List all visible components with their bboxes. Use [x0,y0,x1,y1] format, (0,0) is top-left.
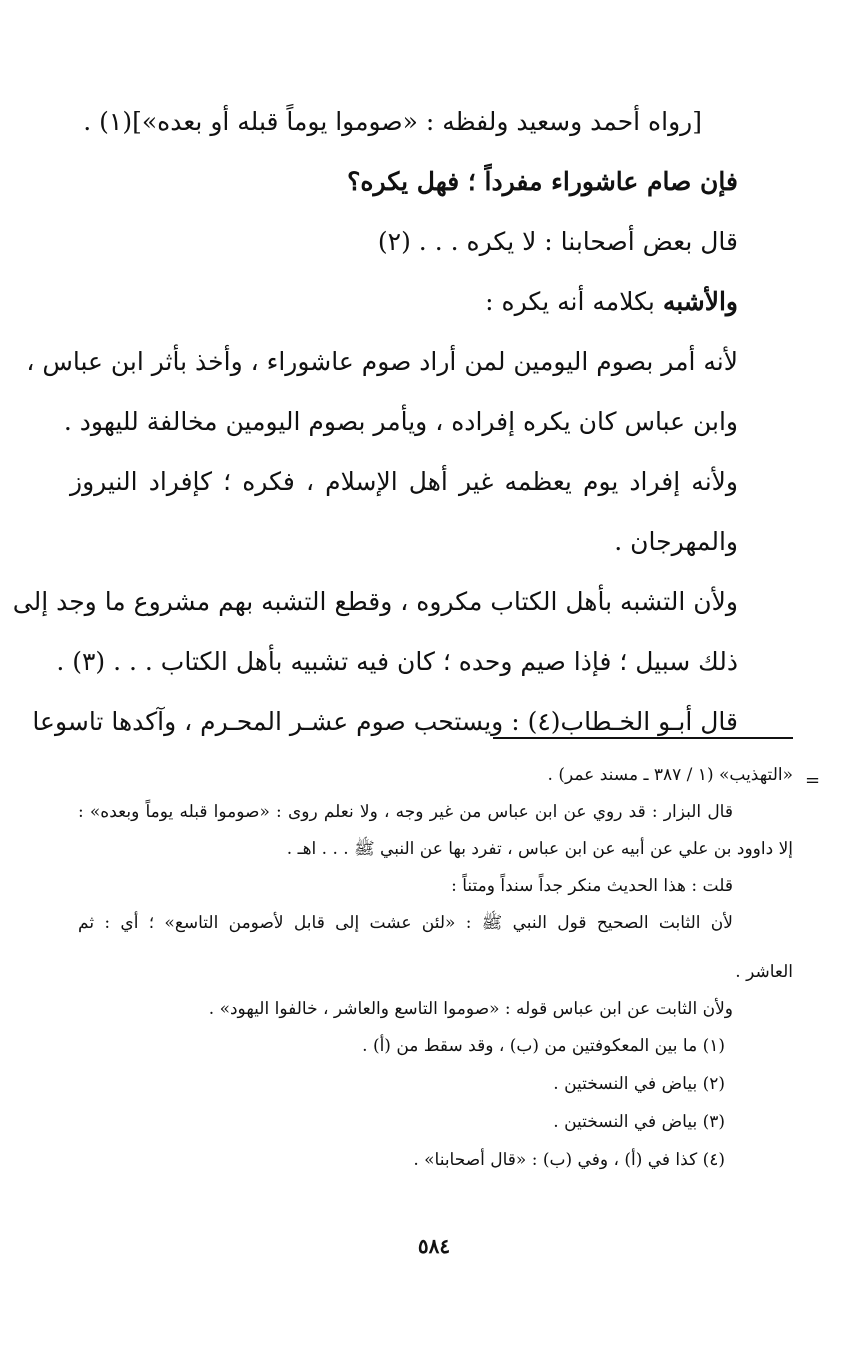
note-line-1: «التهذيب» (١ / ٣٨٧ ـ مسند عمر) . [547,765,793,785]
note-line-2: قال البزار : قد روي عن ابن عباس من غير وجه ، ولا نعلم روى : «صوموا قبله يوماً وبعده» : [78,802,733,822]
main-line-3: قال بعض أصحابنا : لا يكره . . . (٢) [377,227,738,256]
footnote-4: (٤) كذا في (أ) ، وفي (ب) : «قال أصحابنا» . [413,1150,725,1170]
main-line-5: لأنه أمر بصوم اليومين لمن أراد صوم عاشوراء ، وأخذ بأثر ابن عباس ، [26,347,738,376]
main-line-6: وابن عباس كان يكره إفراده ، ويأمر بصوم اليومين مخالفة لليهود . [63,407,738,436]
main-line-4-bold: والأشبه [662,287,738,316]
main-line-4-rest: بكلامه أنه يكره : [485,287,663,316]
page-number: ٥٨٤ [417,1234,451,1258]
main-line-11: قال أبـو الخـطاب(٤) : ويستحب صوم عشـر المحـرم ، وآكدها تاسوعا [32,707,738,736]
main-line-4 [70,276,738,336]
footnotes-area [78,758,793,1181]
main-text [12,96,738,756]
main-line-9: ولأن التشبه بأهل الكتاب مكروه ، وقطع التشبه بهم مشروع ما وجد إلى [12,587,738,616]
footnote-2: (٢) بياض في النسختين . [553,1074,725,1094]
continuation-mark: = [805,770,821,791]
note-line-3: إلا داوود بن علي عن أبيه عن ابن عباس ، تفرد بها عن النبي ﷺ . . . اهـ . [286,839,793,859]
note-line-5: لأن الثابت الصحيح قول النبي ﷺ : «لئن عشت إلى قابل لأصومن التاسع» ؛ أي : ثم [78,913,733,933]
main-line-1: [رواه أحمد وسعيد ولفظه : «صوموا يوماً قبله أو بعده»](١) . [83,107,702,136]
main-line-2: فإن صام عاشوراء مفرداً ؛ فهل يكره؟ [347,167,738,196]
footnote-separator [493,737,793,739]
note-line-7: ولأن الثابت عن ابن عباس قوله : «صوموا التاسع والعاشر ، خالفوا اليهود» . [208,999,733,1019]
footnote-3: (٣) بياض في النسختين . [553,1112,725,1132]
main-line-8: والمهرجان . [614,527,738,556]
main-line-7: ولأنه إفراد يوم يعظمه غير أهل الإسلام ، فكره ؛ كإفراد النيروز [70,467,738,496]
note-line-4: قلت : هذا الحديث منكر جداً سنداً ومتناً : [451,876,733,896]
footnote-1: (١) ما بين المعكوفتين من (ب) ، وقد سقط من (أ) . [362,1036,725,1056]
note-line-6: العاشر . [735,962,793,982]
main-line-10: ذلك سبيل ؛ فإذا صيم وحده ؛ كان فيه تشبيه بأهل الكتاب . . . (٣) . [56,647,738,676]
